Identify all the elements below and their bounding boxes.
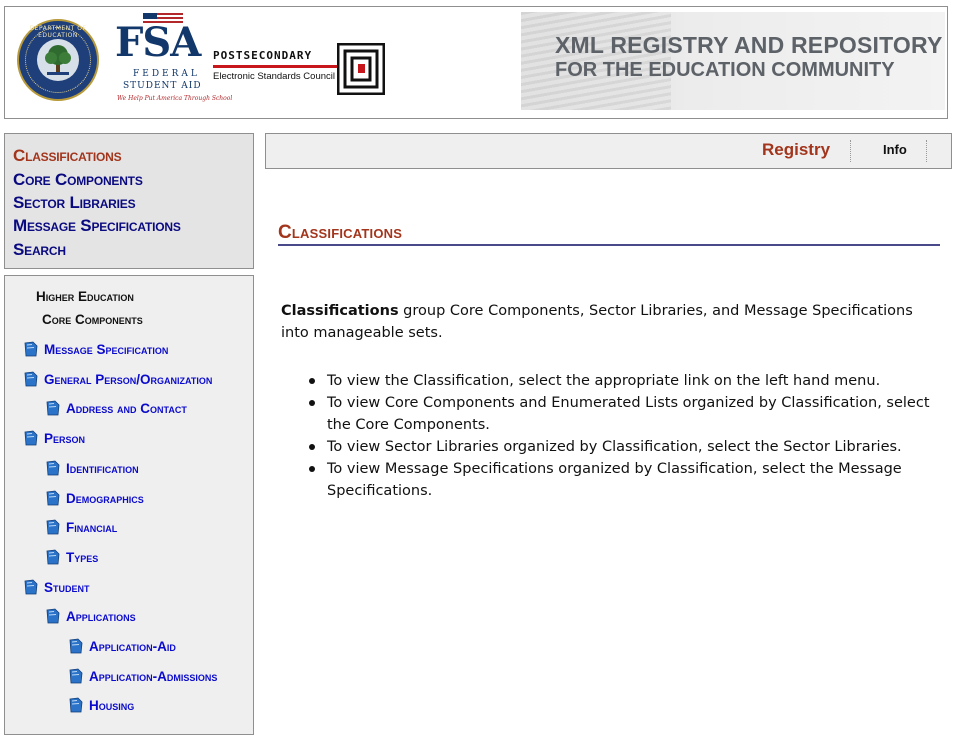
nav-core-components[interactable]: Core Components <box>13 170 143 189</box>
tree-item-label: Message Specification <box>44 342 169 357</box>
tree-item-label: Housing <box>89 698 135 713</box>
tree-icon <box>37 39 79 81</box>
tree-item-label: Applications <box>66 609 136 624</box>
document-icon <box>46 460 60 476</box>
registry-banner <box>521 12 945 110</box>
list-item: To view Sector Libraries organized by Classification, select the Sector Libraries. <box>306 436 936 458</box>
document-icon <box>24 371 38 387</box>
pesc-logo[interactable] <box>213 43 388 99</box>
seal-text: DEPARTMENT OF EDUCATION <box>29 25 87 39</box>
nav-search[interactable]: Search <box>13 240 66 259</box>
document-icon <box>46 490 60 506</box>
concentric-squares-icon <box>337 43 385 95</box>
tree-item-label: Financial <box>66 520 118 535</box>
intro-text: group Core Components, Sector Libraries, and Message Specifications into manageable sets. <box>281 303 913 341</box>
intro-paragraph <box>281 300 921 344</box>
banner-title-line1: XML REGISTRY AND REPOSITORY <box>555 32 943 58</box>
banner-title-line2: FOR THE EDUCATION COMMUNITY <box>555 59 895 81</box>
fsa-logo[interactable] <box>113 19 233 109</box>
title-divider <box>278 244 940 246</box>
document-icon <box>24 579 38 595</box>
document-icon <box>24 341 38 357</box>
tree-item-label: Address and Contact <box>66 401 187 416</box>
tab-registry[interactable]: Registry <box>762 140 831 159</box>
tree-item-label: Application-Aid <box>89 639 176 654</box>
pesc-council-name: Electronic Standards Council <box>213 71 335 82</box>
tree-item-label: Application-Admissions <box>89 669 218 684</box>
document-icon <box>46 519 60 535</box>
document-icon <box>46 400 60 416</box>
main-nav <box>4 133 254 269</box>
fsa-title: FSA <box>115 19 201 66</box>
tree-item-label: Person <box>44 431 86 446</box>
nav-classifications[interactable]: Classifications <box>13 146 122 165</box>
fsa-tagline: We Help Put America Through School <box>117 95 233 102</box>
intro-bold-term: Classifications <box>281 303 399 319</box>
list-item: To view Message Specifications organized by Classification, select the Message Specifications. <box>306 458 936 502</box>
list-item: To view Core Components and Enumerated Lists organized by Classification, select the Core Components. <box>306 392 936 436</box>
tree-item-label: Types <box>66 550 99 565</box>
tree-heading-core-components: Core Components <box>42 312 143 327</box>
fsa-federal: FEDERAL <box>133 69 200 79</box>
tab-separator <box>850 140 851 162</box>
page-title: Classifications <box>278 222 403 243</box>
document-icon <box>69 668 83 684</box>
tree-item-label: Demographics <box>66 491 144 506</box>
document-icon <box>69 697 83 713</box>
tab-bar <box>265 133 952 169</box>
instructions-list <box>306 370 936 502</box>
nav-sector-libraries[interactable]: Sector Libraries <box>13 193 136 212</box>
document-icon <box>46 549 60 565</box>
tab-info[interactable]: Info <box>883 142 907 157</box>
classification-tree <box>4 275 254 735</box>
list-item: To view the Classification, select the appropriate link on the left hand menu. <box>306 370 936 392</box>
document-icon <box>46 608 60 624</box>
tree-heading-higher-education: Higher Education <box>36 289 134 304</box>
document-icon <box>24 430 38 446</box>
nav-message-specifications[interactable]: Message Specifications <box>13 216 181 235</box>
fsa-student-aid: STUDENT AID <box>123 81 202 91</box>
site-header <box>4 6 948 119</box>
tree-item-label: Student <box>44 580 90 595</box>
tab-separator <box>926 140 927 162</box>
tree-item-label: General Person/Organization <box>44 372 213 387</box>
department-of-education-seal[interactable] <box>17 19 99 101</box>
tree-item-label: Identification <box>66 461 139 476</box>
document-icon <box>69 638 83 654</box>
pesc-postsecondary: POSTSECONDARY <box>213 49 313 62</box>
